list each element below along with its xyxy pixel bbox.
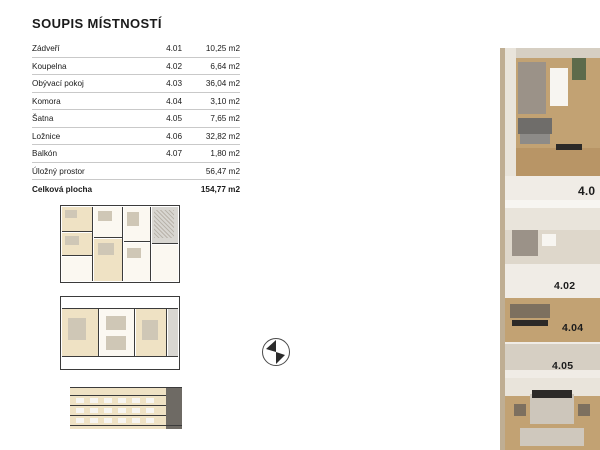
interior-render-strip[interactable] <box>500 48 600 450</box>
render-table-top <box>556 144 582 150</box>
render-bed <box>530 394 574 424</box>
room-area: 6,64 m2 <box>182 57 240 75</box>
room-label-4-04: 4.04 <box>562 322 584 334</box>
room-label-4-05: 4.05 <box>552 360 574 372</box>
table-row <box>32 92 240 110</box>
room-area: 32,82 m2 <box>182 127 240 145</box>
room-schedule-table <box>32 40 240 198</box>
render-rug-top <box>516 148 600 176</box>
render-headboard <box>532 390 572 398</box>
room-name: Zádveří <box>32 40 140 57</box>
room-name: Úložný prostor <box>32 162 140 180</box>
render-rug-bedroom <box>520 428 584 446</box>
render-shelf-4-04 <box>512 320 548 326</box>
table-row <box>32 75 240 93</box>
room-code: 4.07 <box>140 145 182 163</box>
room-label-4-02: 4.02 <box>554 280 576 292</box>
render-ceiling-top <box>516 48 600 58</box>
render-sink-4-02 <box>542 234 556 246</box>
render-nightstand-right <box>578 404 590 416</box>
render-partition-top <box>518 62 546 114</box>
room-code: 4.02 <box>140 57 182 75</box>
render-door-top <box>550 68 568 106</box>
table-row <box>32 145 240 163</box>
table-row-total <box>32 180 240 198</box>
render-nightstand-left <box>514 404 526 416</box>
room-area: 1,80 m2 <box>182 145 240 163</box>
compass-ring <box>262 338 290 366</box>
room-name: Šatna <box>32 110 140 128</box>
total-code <box>140 180 182 198</box>
floorplan-thumbnail-lower[interactable] <box>58 292 182 374</box>
render-cabinet-4-04 <box>510 304 550 318</box>
render-wall-4-02 <box>505 208 600 230</box>
floorplan-thumbnail-upper[interactable] <box>58 203 182 285</box>
room-name: Komora <box>32 92 140 110</box>
room-name: Obývací pokoj <box>32 75 140 93</box>
room-code: 4.03 <box>140 75 182 93</box>
room-code: 4.06 <box>140 127 182 145</box>
page-title: SOUPIS MÍSTNOSTÍ <box>32 16 162 31</box>
table-row <box>32 40 240 57</box>
room-code: 4.04 <box>140 92 182 110</box>
north-compass <box>262 338 292 368</box>
room-name: Ložnice <box>32 127 140 145</box>
total-area: 154,77 m2 <box>200 185 240 195</box>
room-area: 7,65 m2 <box>182 110 240 128</box>
room-code <box>140 162 182 180</box>
room-code: 4.01 <box>140 40 182 57</box>
render-sofa-top <box>518 118 552 134</box>
render-plant-top <box>572 58 586 80</box>
building-elevation-thumbnail[interactable] <box>58 381 182 429</box>
table-row <box>32 127 240 145</box>
table-row <box>32 162 240 180</box>
render-sofa-seat-top <box>520 134 550 144</box>
table-row <box>32 57 240 75</box>
room-code: 4.05 <box>140 110 182 128</box>
room-schedule <box>32 16 240 198</box>
room-area: 56,47 m2 <box>182 162 240 180</box>
room-label-4-01: 4.0 <box>578 184 596 198</box>
room-area: 10,25 m2 <box>182 40 240 57</box>
render-shower-4-02 <box>512 230 538 256</box>
room-name: Koupelna <box>32 57 140 75</box>
room-area: 36,04 m2 <box>182 75 240 93</box>
table-row <box>32 110 240 128</box>
room-area: 3,10 m2 <box>182 92 240 110</box>
total-label: Celková plocha <box>32 185 93 195</box>
render-divider-1 <box>505 200 600 208</box>
room-name: Balkón <box>32 145 140 163</box>
floorplan-thumbnails <box>58 203 182 436</box>
